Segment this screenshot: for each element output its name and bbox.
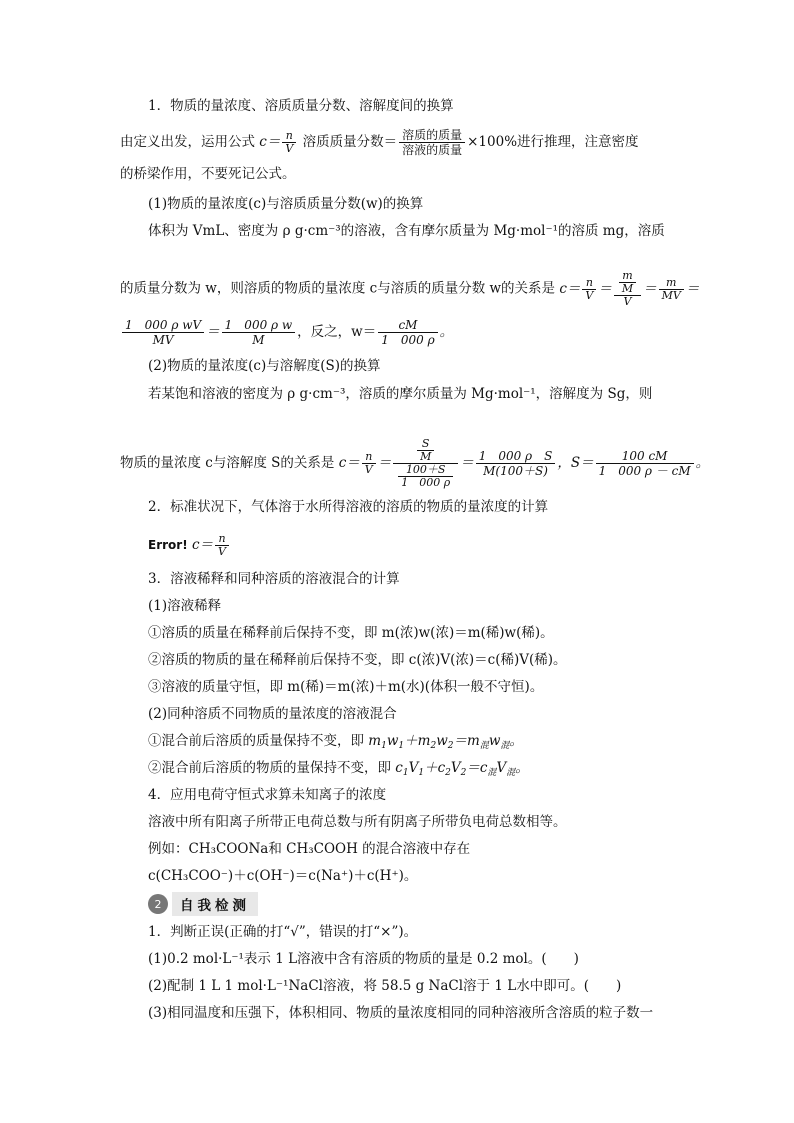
sub1-line-2-text: 的质量分数为 w，则溶质的物质的量浓度 c与溶质的质量分数 w的关系是: [120, 280, 556, 297]
section-1-title: 1．物质的量浓度、溶质质量分数、溶解度间的换算: [148, 98, 454, 114]
mix-1-text: ①混合前后溶质的质量保持不变，即: [148, 733, 364, 749]
check-item-2: (2)配制 1 L 1 mol·L⁻¹NaCl溶液，将 58.5 g NaCl溶于 1 L水中即可。( ): [148, 978, 622, 994]
section-3-mix-2: [148, 759, 529, 782]
sub2-line-2: [120, 438, 709, 489]
intro-text-a: 由定义出发，运用公式: [120, 134, 255, 150]
self-check-heading: [148, 893, 258, 915]
self-check-label: 自我检测: [172, 892, 258, 916]
section-2-title: 2．标准状况下，气体溶于水所得溶液的溶质的物质的量浓度的计算: [148, 499, 549, 515]
check-item-3: (3)相同温度和压强下，体积相同、物质的量浓度相同的同种溶液所含溶质的粒子数一: [148, 1005, 654, 1021]
section-3-item-1: ①溶质的质量在稀释前后保持不变，即 m(浓)w(浓)＝m(稀)w(稀)。: [148, 625, 554, 641]
sub1-title: (1)物质的量浓度(c)与溶质质量分数(w)的换算: [148, 196, 424, 212]
check-question-1: 1．判断正误(正确的打“√”，错误的打“×”)。: [148, 924, 418, 940]
intro-text-c: ×100%进行推理，注意密度: [467, 134, 639, 150]
formula-c-n-v: c＝ $\frac{n}{V}$: [259, 134, 298, 150]
check-item-1: (1)0.2 mol·L⁻¹表示 1 L溶液中含有溶质的物质的量是 0.2 mol。( ): [148, 951, 579, 967]
sub1-line-3: [120, 318, 453, 347]
section-3-item-2: ②溶质的物质的量在稀释前后保持不变，即 c(浓)V(浓)＝c(稀)V(稀)。: [148, 652, 567, 668]
sub1-line-2: [120, 270, 699, 308]
section-2-formula: [148, 533, 231, 558]
formula-c-w: c＝ $\frac{n}{V}$ ＝ $\frac{\frac{m}{M}}{V}$ ＝ $\frac{m}{MV}$ ＝: [559, 269, 700, 308]
sub1-line-3-text: ，反之，w＝: [297, 324, 377, 340]
mass-fraction-formula: [399, 128, 465, 157]
intro-line-2: 的桥梁作用，不要死记公式。: [120, 166, 296, 182]
intro-line-1: [120, 128, 639, 157]
section-4-title: 4．应用电荷守恒式求算未知离子的浓度: [148, 787, 387, 803]
formula-c-s: c＝ $\frac{n}{V}$ ＝ $\frac{\frac{S}{M}}{\frac{100+S}{1 000 \rho}}$ ＝ $\frac{\text{1 000 ρ S}}{M(100+S)}$ ，S＝ $\frac{100 cM}{1 000 \rho - cM}$ 。: [338, 437, 710, 489]
frac-numerator: 溶质的质量: [399, 128, 465, 143]
sub2-line-1: 若某饱和溶液的密度为 ρ g·cm⁻³，溶质的摩尔质量为 Mg·mol⁻¹，溶解度为 Sg，则: [148, 386, 653, 402]
section-4-line-3: c(CH₃COO⁻)＋c(OH⁻)＝c(Na⁺)＋c(H⁺)。: [148, 868, 418, 884]
section-3-item-3: ③溶液的质量守恒，即 m(稀)＝m(浓)＋m(水)(体积一般不守恒)。: [148, 679, 544, 695]
section-3-sub1: (1)溶液稀释: [148, 598, 222, 614]
formula-1000-rho-w: $\frac{\text{1 000 ρ wV}}{MV}$ ＝ $\frac{\text{1 000 ρ w}}{M}$: [120, 324, 297, 340]
formula-w-c: $\frac{cM}{1 000 \rho}$ 。: [376, 324, 453, 340]
section-3-title: 3．溶液稀释和同种溶质的溶液混合的计算: [148, 571, 400, 587]
formula-mix-mol: $c_1V_1+c_2V_2=c_混V_混$。: [395, 760, 529, 778]
sub2-title: (2)物质的量浓度(c)与溶解度(S)的换算: [148, 358, 381, 374]
section-3-mix-1: [148, 732, 523, 755]
section-3-sub2: (2)同种溶质不同物质的量浓度的溶液混合: [148, 706, 397, 722]
mix-2-text: ②混合前后溶质的物质的量保持不变，即: [148, 760, 391, 776]
error-tag: Error!: [148, 538, 188, 552]
formula-mix-mass: $m_1w_1+m_2w_2=m_混w_混$。: [368, 733, 523, 751]
sub1-line-1: 体积为 VmL、密度为 ρ g·cm⁻³的溶液，含有摩尔质量为 Mg·mol⁻¹的溶质 mg，溶质: [148, 223, 665, 239]
formula-c-n-v-2: c＝ $\frac{n}{V}$: [192, 537, 231, 553]
frac-denominator: 溶液的质量: [402, 143, 463, 157]
section-4-line-1: 溶液中所有阳离子所带正电荷总数与所有阴离子所带负电荷总数相等。: [148, 814, 567, 830]
intro-text-b: 溶质质量分数＝: [302, 134, 398, 150]
sub2-line-2-text: 物质的量浓度 c与溶解度 S的关系是: [120, 455, 335, 471]
section-number-icon: 2: [148, 894, 168, 914]
section-4-line-2: 例如：CH₃COONa和 CH₃COOH 的混合溶液中存在: [148, 841, 471, 857]
